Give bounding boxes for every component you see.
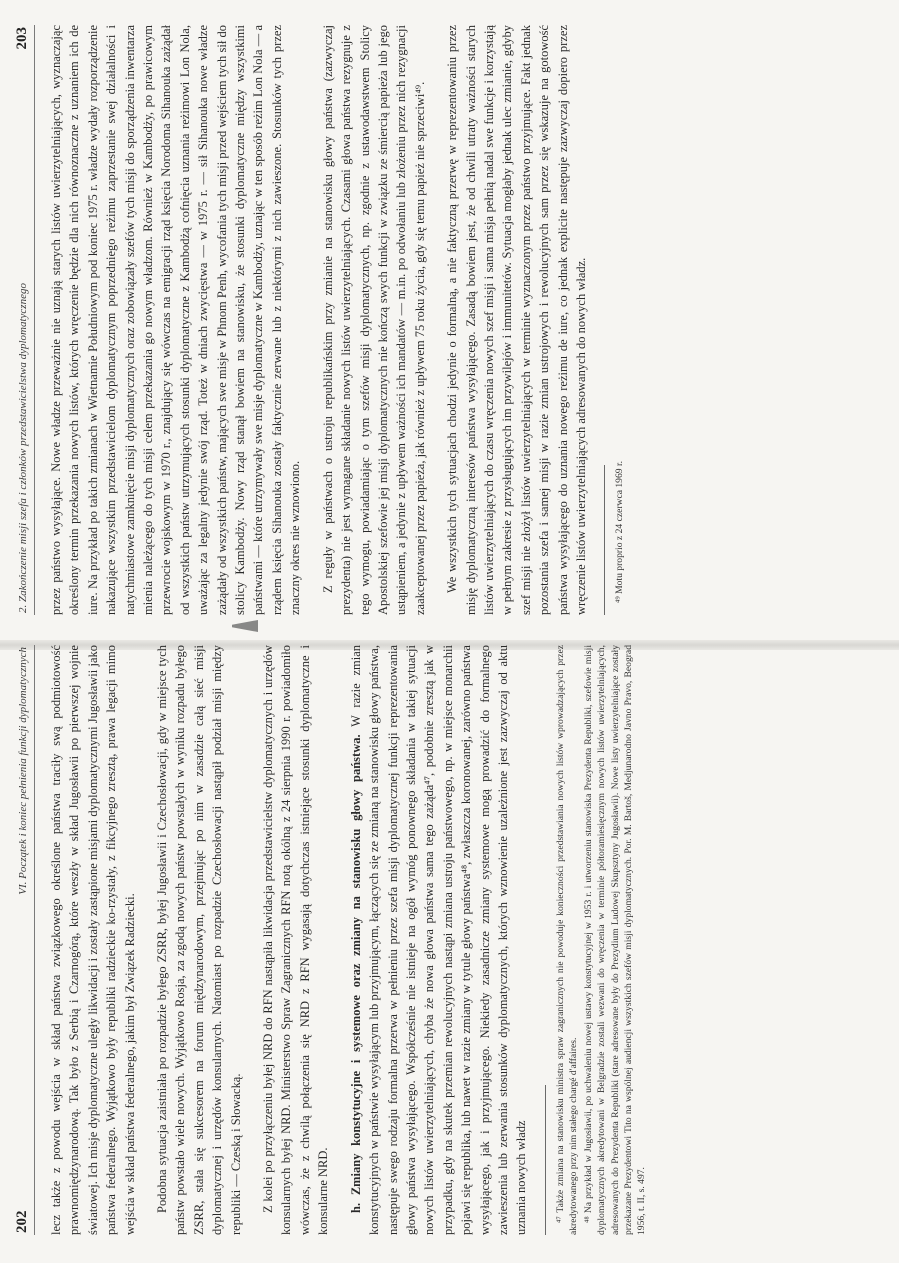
page-number: 203 — [14, 27, 30, 50]
footnote-rule — [545, 1085, 546, 1235]
footnote-rule — [604, 465, 605, 615]
page-203 — [14, 25, 874, 615]
footnote: ⁴⁷ Także zmiana na stanowisku ministra spraw zagranicznych nie powoduje konieczności przedstawiania nowych listów wprowadzających przez akredytowanego przy nim stałego chargé d'affaires. — [554, 645, 579, 1235]
paragraph: Podobna sytuacja zaistniała po rozpadzie byłego ZSRR, byłej Jugosławii i Czechosłowacji, gdy w miejsce tych państw powstało wiele nowych. Wyjątkowo Rosja, za zgodą nowych państw powstałych w wyniku rozpadu byłego ZSRR, stała się sukcesorem na forum międzynarodowym, przejmując po nim w zasadzie całą sieć misji dyplomatycznej i urzędów konsularnych. Natomiast po rozpadzie Czechosłowacji nastąpił podział misji między republiki — Czeską i Słowacką. — [155, 645, 243, 1235]
paragraph: Z reguły w państwach o ustroju republikańskim przy zmianie na stanowisku głowy państwa (zazwyczaj prezydenta) nie jest wymagane składanie nowych listów uwierzytelniających. Czasami głowa państwa rezygnuje z tego wymogu, powiadamiając o tym szefów misji dyplomatycznych, np. zgodnie z ustawodawstwem Stolicy Apostolskiej szefowie jej misji dyplomatycznych nie kończą swych funkcji w związku ze śmiercią papieża lub jego ustąpieniem, a jedynie z upływem ważności ich mandatów — m.in. po odwołaniu lub złożeniu przez nich rezygnacji zaakceptowanej przez papieża, jak również z upływem 75 roku życia, gdy się temu papież nie sprzeciwi⁴⁹. — [320, 25, 427, 615]
section-heading: h. Zmiany konstytucyjne i systemowe oraz zmiany na stanowisku głowy państwa. — [348, 734, 363, 1213]
running-head-title: VI. Początek i koniec pełnienia funkcji dyplomatycznych — [17, 647, 29, 895]
page-number: 202 — [14, 1210, 30, 1233]
section-paragraph — [347, 645, 531, 1235]
scan-edge-mark — [232, 620, 258, 632]
running-head — [14, 645, 35, 1235]
body-text — [47, 645, 531, 1235]
section-text: W razie zmian konstytucyjnych w państwie wysyłającym lub przyjmującym, łączących się ze zmianą na stanowisku głowy państwa, następuje swego rodzaju formalna przerwa w pełnieniu przez szefa misji dyplomatycznej funkcji reprezentowania głowy państwa wysyłającego. Współcześnie nie istnieje na ogół wymóg ponownego składania w takiej sytuacji nowych listów uwierzytelniających, chyba że nowa głowa państwa sama tego zażąda⁴⁷, podobnie zresztą jak w przypadku, gdy na skutek przemian rewolucyjnych nastąpi zmiana ustroju państwowego, np. w miejsce monarchii pojawi się republika, lub nawet w razie zmiany w tytule głowy państwa⁴⁸, zwłaszcza koronowanej, zarówno państwa wysyłającego, jak i przyjmującego. Niekiedy zasadnicze zmiany systemowe mogą prowadzić do formalnego zawieszenia lub zerwania stosunków dyplomatycznych, których wznowienie uzależnione jest zazwyczaj od aktu uznania nowych władz — [348, 645, 529, 1235]
footnote: ⁴⁸ Na przykład w Jugosławii, po uchwaleniu nowej ustawy konstytucyjnej w 1953 r. i utworzeniu stanowiska Prezydenta Republiki, szefowie misji dyplomatycznych akredytowani w Belgradzie zostali wezwani do wręczenia w terminie półtoramiesięcznym nowych listów uwierzytelniających, adresowanych do Prezydenta Republiki (stare adresowane były do Prezydium Ludowej Skupsztyny Jugosławii). Nowe listy uwierzytelniające zostały przekazane Prezydentowi Tito na wspólnej audiencji wszystkich szefów misji dyplomatycznych. Por. M. Bartoš, Medjunarodno Javno Pravo, Beograd 1956, t. II, s. 497. — [583, 645, 647, 1235]
paragraph: We wszystkich tych sytuacjach chodzi jedynie o formalną, a nie faktyczną przerwę w reprezentowaniu przez misję dyplomatyczną interesów państwa wysyłającego. Zasadą bowiem jest, że od chwili utraty ważności starych listów uwierzytelniających do czasu wręczenia nowych szef misji i sama misja pełnią nadal swe funkcje i korzystają w pełnym zakresie z przysługujących im przywilejów i immunitetów. Sytuacja mogłaby jednak ulec zmianie, gdyby szef misji nie złożył listów uwierzytelniających w terminie wyznaczonym przez państwo przyjmujące. Fakt jednak pozostania szefa i samej misji w razie zmian ustrojowych i rewolucyjnych sam przez się wskazuje na gotowość państwa wysyłającego do uznania nowego reżimu de iure, co jednak explicite następuje zazwyczaj dopiero przez wręczenie listów uwierzytelniających adresowanych do nowych władz. — [445, 25, 588, 615]
paragraph: przez państwo wysyłające. Nowe władze przeważnie nie uznają starych listów uwierzytelniających, wyznaczając określony termin przekazania nowych listów, których wręczenie będzie dla nich równoznaczne z uznaniem ich de iure. Na przykład po takich zmianach w Wietnamie Południowym pod koniec 1975 r. władze wydały rozporządzenie nakazujące wszystkim przedstawicielom dyplomatycznym poprzedniego reżimu zaprzestanie swej działalności i natychmiastowe zamknięcie misji dyplomatycznych oraz zobowiązały szefów tych misji do sporządzenia inwentarza mienia należącego do tych misji celem przekazania go nowym władzom. Również w Kambodży, po prawicowym przewrocie wojskowym w 1970 r., znajdujący się wówczas na emigracji rząd księcia Norodoma Sihanouka zażądał od wszystkich państw utrzymujących stosunki dyplomatyczne z Kambodżą cofnięcia uznania reżimowi Lon Nola, uważając za legalny jedynie swój rząd. Toteż w dniach zwycięstwa — w 1975 r. — sił Sihanouka nowe władze zażądały od wszystkich państw, mających swe misje w Phnom Penh, wycofania tych misji przed wejściem tych sił do stolicy Kambodży. Nowy rząd stanął bowiem na stanowisku, że stosunki dyplomatyczne między wszystkimi państwami — które utrzymywały swe misje dyplomatyczne w Kambodży, uznając w ten sposób reżim Lon Nola — a rządem księcia Sihanouka zostały faktycznie zerwane lub z niektórymi z nich zawieszone. Stosunków tych przez znaczny okres nie wznowiono. — [49, 25, 303, 615]
running-head-title: 2. Zakończenie misji szefa i członków przedstawicielstwa dyplomatycznego — [17, 283, 29, 613]
body-text — [47, 25, 590, 615]
paragraph: Z kolei po przyłączeniu byłej NRD do RFN nastąpiła likwidacja przedstawicielstw dyplomatycznych i urzędów konsularnych byłej NRD. Ministerstwo Spraw Zagranicznych RFN notą okólną z 24 sierpnia 1990 r. powiadomiło wówczas, że z chwilą połączenia się NRD z RFN wygasają dotychczas istniejące stosunki dyplomatyczne i konsularne NRD. — [261, 645, 331, 1235]
running-head — [14, 25, 35, 615]
page-202 — [14, 645, 874, 1235]
footnote: ⁴⁹ Motu proprio z 24 czerwca 1969 r. — [614, 460, 626, 603]
footnotes — [554, 645, 648, 1235]
paragraph: lecz także z powodu wejścia w skład państwa związkowego określone państwa traciły swą podmiotowość prawnomiędzynarodową. Tak było z Serbią i Czarnogórą, które weszły w skład Jugosławii po pierwszej wojnie światowej. Ich misje dyplomatyczne uległy likwidacji i zostały zastąpione misjami dyplomatycznymi Jugosławii jako państwa federalnego. Wyjątkowo były republiki radzieckie ko-rzystały, z fikcyjnego zresztą, prawa legacji mimo wejścia w skład państwa federalnego, jakim był Związek Radziecki. — [49, 645, 137, 1235]
footnotes — [613, 25, 626, 615]
